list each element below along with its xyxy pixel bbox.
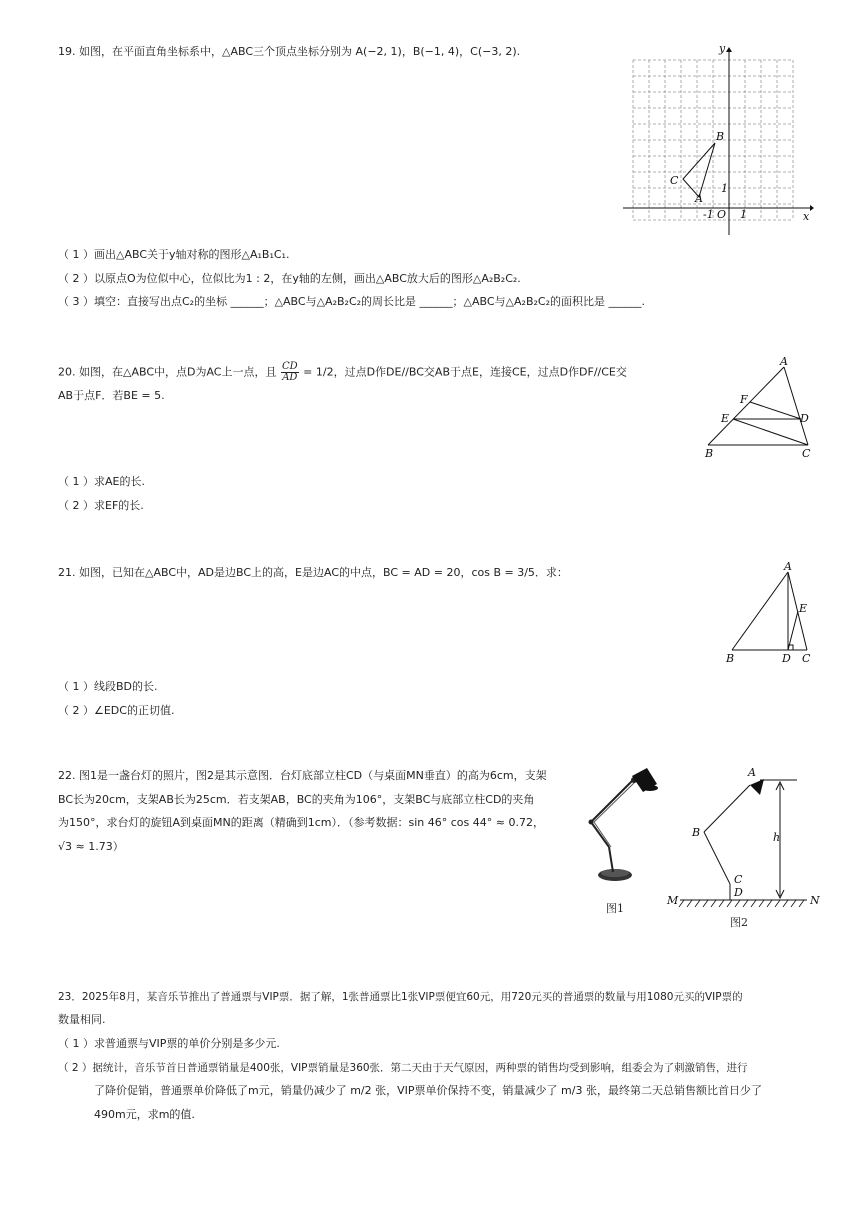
q22-fig2-caption: 图2 [730,916,748,929]
q22-line2: BC长为20cm，支架AB长为25cm．若支架AB，BC的夹角为106°，支架BC与底部立柱CD的夹角 [58,793,535,806]
q23-part1: （ 1 ）求普通票与VIP票的单价分别是多少元. [58,1037,280,1050]
point-c-label: C [802,447,811,460]
q20-frac-numerator: CD [282,361,298,372]
q22-line3: 为150°，求台灯的旋钮A到桌面MN的距离（精确到1cm）．（参考数据：sin 46° cos 44° ≈ 0.72， [58,816,544,829]
q19-coordinate-figure [615,40,815,240]
height-h-label: h [773,831,781,844]
q20-stem-end: = 1/2，过点D作DE//BC交AB于点E，连接CE，过点D作DF//CE交 [303,365,627,379]
point-b-label: B [705,447,714,460]
q22-fig1-caption: 图1 [606,902,624,915]
y-axis-label: y [719,42,726,55]
q20-stem-line1 [58,362,627,383]
q23-part2-line1: （ 2 ）据统计，音乐节首日普通票销量是400张，VIP票销量是360张．第二天由于天气原因，两种票的销售均受到影响，组委会为了刺激销售，进行 [58,1062,748,1074]
q22-line4: √3 ≈ 1.73） [58,840,124,853]
q19-part1: （ 1 ）画出△ABC关于y轴对称的图形△A₁B₁C₁. [58,248,290,261]
point-b-label: B [692,826,701,839]
point-m-label: M [667,894,679,907]
point-d-label: D [782,652,791,665]
point-a-label: A [780,355,788,368]
q21-triangle-figure [722,560,822,670]
point-a-label: A [784,560,792,573]
q20-part1: （ 1 ）求AE的长. [58,475,145,488]
origin-label: O [717,208,727,221]
point-e-label: E [721,412,730,425]
q20-triangle-figure [700,355,820,465]
point-a-label: A [695,192,703,205]
q22-desk-lamp-photo [585,762,665,892]
q21-part1: （ 1 ）线段BD的长. [58,680,158,693]
point-c-label: C [670,174,679,187]
q20-stem-line2: AB于点F．若BE = 5. [58,389,165,402]
point-n-label: N [810,894,820,907]
q22-line1: 22. 图1是一盏台灯的照片，图2是其示意图．台灯底部立柱CD（与桌面MN垂直）的高为6cm，支架 [58,769,547,782]
q20-part2: （ 2 ）求EF的长. [58,499,144,512]
q21-part2: （ 2 ）∠EDC的正切值. [58,704,175,717]
point-a-label: A [748,766,756,779]
point-f-label: F [740,393,748,406]
q23-line1: 23．2025年8月，某音乐节推出了普通票与VIP票．据了解，1张普通票比1张VIP票便宜60元，用720元买的普通票的数量与用1080元买的VIP票的 [58,991,743,1003]
q22-lamp-diagram [662,762,822,912]
q23-line2: 数量相同. [58,1013,106,1026]
x-axis-label: x [803,210,810,223]
point-d-label: D [734,886,743,899]
q20-frac-denominator: AD [282,372,298,383]
q23-part2-line3: 490m元，求m的值. [94,1108,195,1121]
tick-y-one: 1 [721,182,728,195]
q19-part2: （ 2 ）以原点O为位似中心，位似比为1 : 2，在y轴的左侧，画出△ABC放大后的图形△A₂B₂C₂. [58,272,521,285]
point-c-label: C [802,652,811,665]
q23-part2-line2: 了降价促销，普通票单价降低了m元，销量仍减少了 m/2 张，VIP票单价保持不变，销量减少了 m/3 张，最终第二天总销售额比首日少了 [94,1084,762,1097]
point-b-label: B [726,652,735,665]
q21-stem: 21. 如图，已知在△ABC中，AD是边BC上的高，E是边AC的中点，BC = AD = 20，cos B = 3/5．求： [58,566,568,579]
tick-x-one: 1 [740,208,747,221]
tick-neg-one: -1 [703,208,714,221]
point-c-label: C [734,873,743,886]
q19-stem: 19. 如图，在平面直角坐标系中，△ABC三个顶点坐标分别为 A(−2, 1)，B(−1, 4)，C(−3, 2). [58,45,521,58]
q20-ratio-fraction [281,362,299,383]
point-d-label: D [800,412,809,425]
q19-part3: （ 3 ）填空：直接写出点C₂的坐标 ______；△ABC与△A₂B₂C₂的周长比是 ______；△ABC与△A₂B₂C₂的面积比是 ______. [58,295,645,308]
point-b-label: B [716,130,725,143]
point-e-label: E [799,602,808,615]
q20-stem-start: 20. 如图，在△ABC中，点D为AC上一点，且 [58,365,277,379]
